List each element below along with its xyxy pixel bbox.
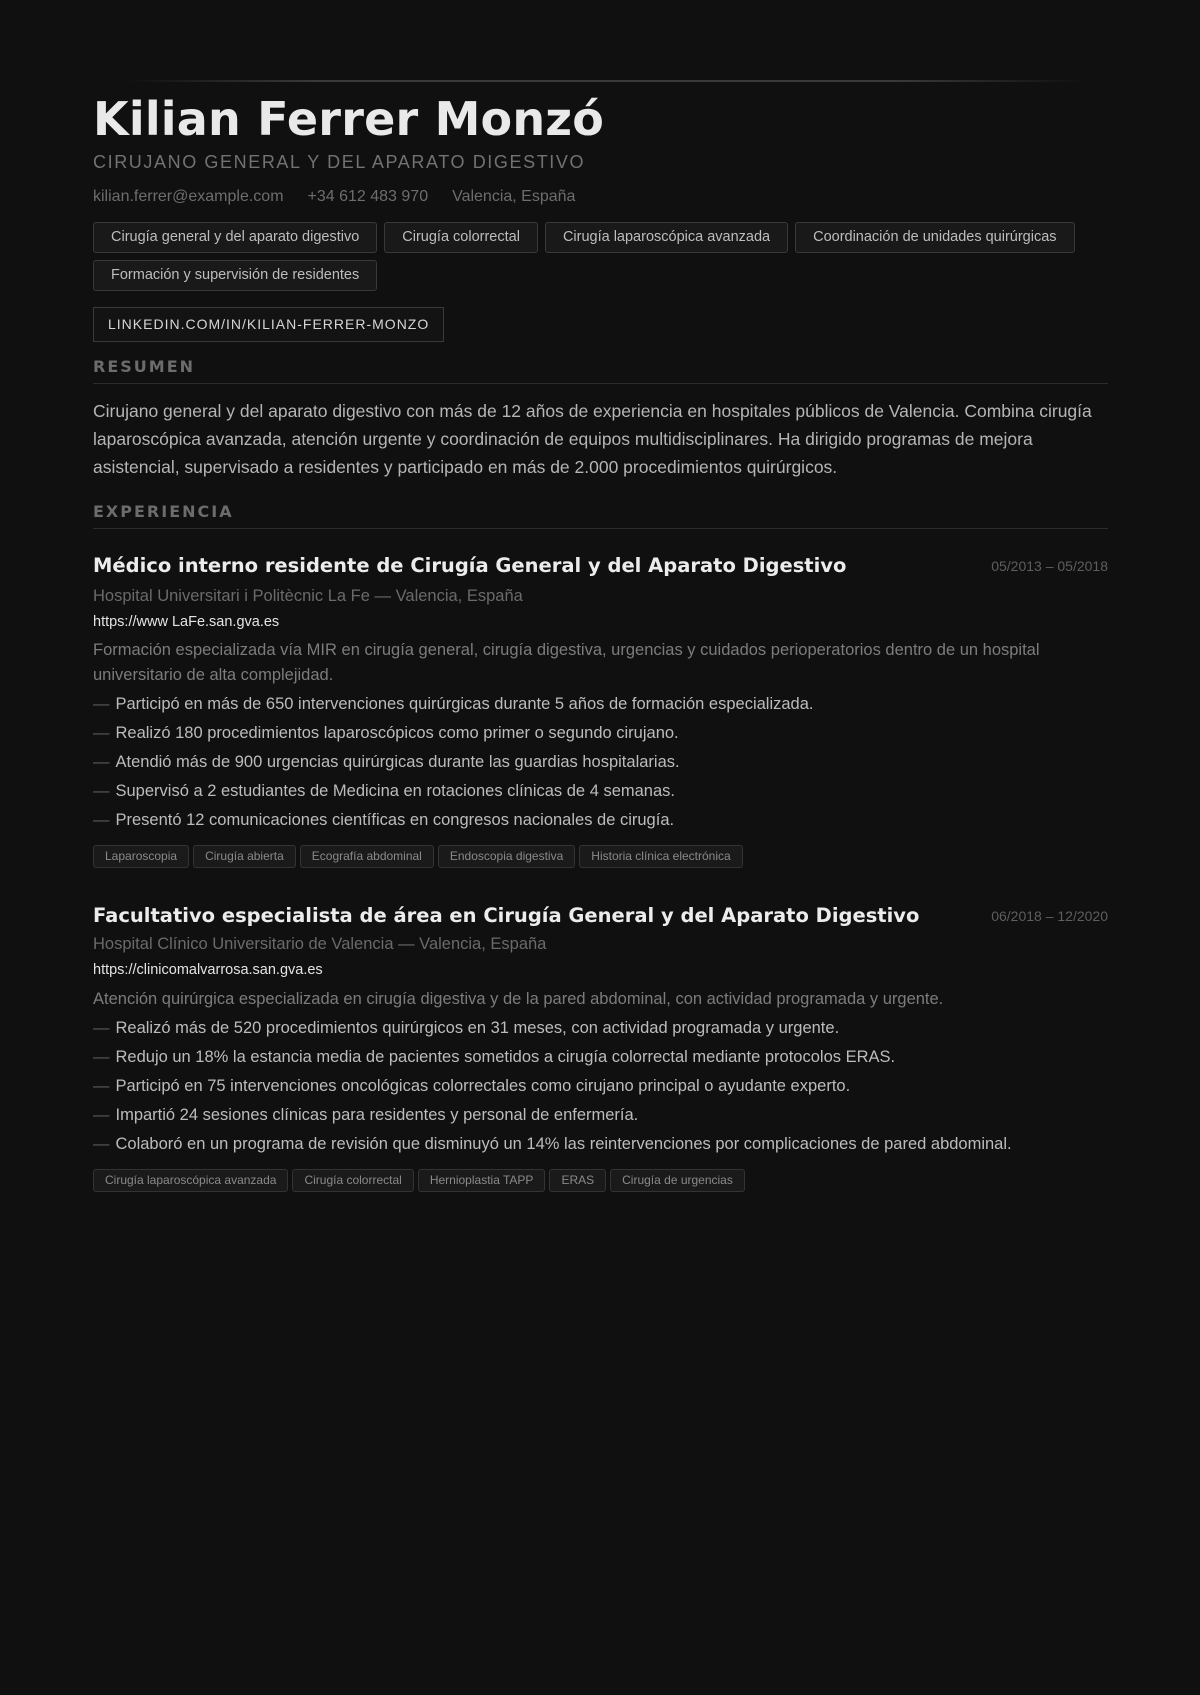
tag: Cirugía colorrectal [292, 1169, 413, 1192]
header-rule [125, 80, 1085, 82]
candidate-role: CIRUJANO GENERAL Y DEL APARATO DIGESTIVO [93, 152, 586, 172]
contact-info [93, 188, 575, 206]
bullet-dash: — [93, 1048, 110, 1066]
skill-chips [93, 222, 1113, 291]
skill-chip: Cirugía colorrectal [384, 222, 538, 253]
list-item: — Atendió más de 900 urgencias quirúrgicas durante las guardias hospitalarias. [93, 753, 680, 771]
job-tags [93, 845, 743, 868]
list-item: — Participó en más de 650 intervenciones quirúrgicas durante 5 años de formación especializada. [93, 695, 814, 713]
summary-heading: RESUMEN [93, 357, 196, 376]
skill-chip: Coordinación de unidades quirúrgicas [795, 222, 1074, 253]
bullet-dash: — [93, 724, 110, 742]
linkedin-link[interactable]: LINKEDIN.COM/IN/KILIAN-FERRER-MONZO [93, 307, 444, 342]
summary-divider [93, 383, 1108, 384]
bullet-dash: — [93, 1019, 110, 1037]
bullet-dash: — [93, 1077, 110, 1095]
bullet-dash: — [93, 1106, 110, 1124]
list-item: — Presentó 12 comunicaciones científicas en congresos nacionales de cirugía. [93, 811, 675, 829]
summary-text: Cirujano general y del aparato digestivo con más de 12 años de experiencia en hospitales públicos de Valencia. Combina cirugía laparoscópica avanzada, atención urgente y coordinación de equipos multidisciplinares. Ha dirigido programas de mejora asistencial, supervisado a residentes y participado en más de 2.000 procedimientos quirúrgicos. [93, 401, 1092, 477]
experience-heading: EXPERIENCIA [93, 502, 234, 521]
experience-divider [93, 528, 1108, 529]
job-url[interactable]: https://clinicomalvarrosa.san.gva.es [93, 962, 323, 978]
candidate-name: Kilian Ferrer Monzó [93, 92, 605, 146]
list-item: — Supervisó a 2 estudiantes de Medicina en rotaciones clínicas de 4 semanas. [93, 782, 675, 800]
job-title: Facultativo especialista de área en Cirugía General y del Aparato Digestivo [93, 904, 920, 927]
list-item: — Realizó más de 520 procedimientos quirúrgicos en 31 meses, con actividad programada y urgente. [93, 1019, 840, 1037]
skill-chip: Cirugía general y del aparato digestivo [93, 222, 377, 253]
job-dates: 06/2018 – 12/2020 [991, 908, 1108, 924]
job-title: Médico interno residente de Cirugía General y del Aparato Digestivo [93, 554, 847, 577]
job-entry [93, 904, 1108, 1187]
tag: ERAS [549, 1169, 606, 1192]
skill-chip: Cirugía laparoscópica avanzada [545, 222, 788, 253]
job-achievements [93, 690, 814, 835]
contact-email[interactable]: kilian.ferrer@example.com [93, 188, 284, 205]
tag: Cirugía abierta [193, 845, 296, 868]
job-entry [93, 554, 1108, 863]
job-organization: Hospital Universitari i Politècnic La Fe — Valencia, España [93, 587, 523, 605]
job-achievements [93, 1014, 1012, 1159]
job-description: Atención quirúrgica especializada en cirugía digestiva y de la pared abdominal, con actividad programada y urgente. [93, 990, 944, 1008]
job-dates: 05/2013 – 05/2018 [991, 558, 1108, 574]
tag: Cirugía laparoscópica avanzada [93, 1169, 288, 1192]
tag: Laparoscopia [93, 845, 189, 868]
bullet-dash: — [93, 695, 110, 713]
bullet-dash: — [93, 782, 110, 800]
list-item: — Participó en 75 intervenciones oncológicas colorrectales como cirujano principal o ayudante experto. [93, 1077, 851, 1095]
bullet-dash: — [93, 1135, 110, 1153]
list-item: — Colaboró en un programa de revisión que disminuyó un 14% las reintervenciones por complicaciones de pared abdominal. [93, 1135, 1012, 1153]
tag: Historia clínica electrónica [579, 845, 742, 868]
tag: Cirugía de urgencias [610, 1169, 745, 1192]
bullet-dash: — [93, 753, 110, 771]
contact-location: Valencia, España [452, 188, 576, 205]
contact-phone[interactable]: +34 612 483 970 [307, 188, 429, 205]
list-item: — Redujo un 18% la estancia media de pacientes sometidos a cirugía colorrectal mediante protocolos ERAS. [93, 1048, 896, 1066]
tag: Ecografía abdominal [300, 845, 434, 868]
list-item: — Impartió 24 sesiones clínicas para residentes y personal de enfermería. [93, 1106, 639, 1124]
skill-chip: Formación y supervisión de residentes [93, 260, 377, 291]
job-tags [93, 1169, 745, 1192]
bullet-dash: — [93, 811, 110, 829]
list-item: — Realizó 180 procedimientos laparoscópicos como primer o segundo cirujano. [93, 724, 679, 742]
job-description: Formación especializada vía MIR en cirugía general, cirugía digestiva, urgencias y cuidados perioperatorios dentro de un hospital universitario de alta complejidad. [93, 641, 1040, 684]
tag: Hernioplastia TAPP [418, 1169, 546, 1192]
job-url[interactable]: https://www LaFe.san.gva.es [93, 614, 280, 630]
tag: Endoscopia digestiva [438, 845, 575, 868]
job-organization: Hospital Clínico Universitario de Valencia — Valencia, España [93, 935, 547, 953]
